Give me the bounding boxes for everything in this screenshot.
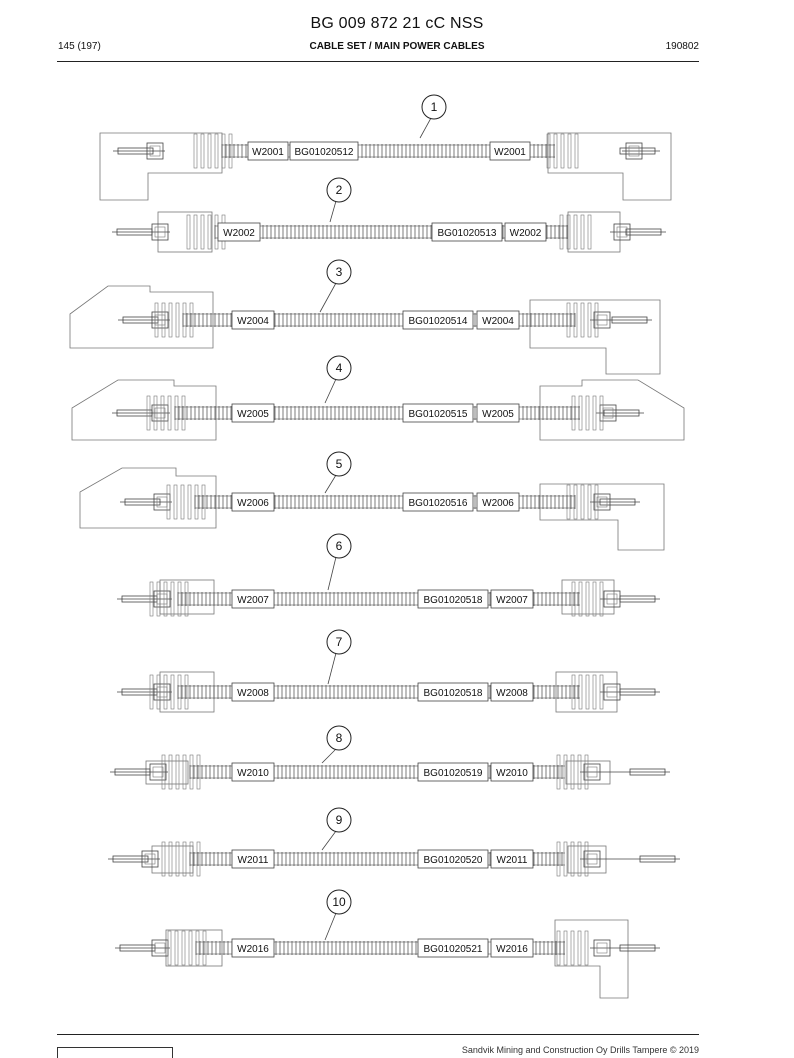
callout-leader [328,653,336,684]
wire-label-right: W2016 [496,944,528,955]
part-number-label: BG01020521 [423,944,483,955]
cable-assembly-6 [117,534,660,616]
wire-label-left: W2016 [237,944,269,955]
callout-number: 7 [335,635,343,649]
footer-rule [57,1034,699,1035]
callout-leader [320,283,336,312]
callout-number: 8 [335,731,343,745]
callout-number: 3 [335,265,343,279]
footer-copyright: Sandvik Mining and Construction Oy Drills Tampere © 2019 [461,1045,699,1055]
part-number-label: BG01020513 [437,228,497,239]
callout-leader [325,913,336,940]
wire-label-left: W2005 [237,409,269,420]
callout-number: 6 [335,539,343,553]
document-code: 190802 [665,41,699,52]
callout-leader [325,379,336,403]
wire-label-right: W2008 [496,688,528,699]
wire-label-left: W2006 [237,498,269,509]
section-title: CABLE SET / MAIN POWER CABLES [309,41,485,52]
wire-label-left: W2008 [237,688,269,699]
wire-label-left: W2007 [237,595,269,606]
wire-label-right: W2002 [509,228,542,239]
callout-leader [325,475,336,493]
cable-assembly-4 [72,356,684,440]
part-number-label: BG01020519 [423,768,483,779]
document-title: BG 009 872 21 cC NSS [310,15,484,32]
callout-number: 10 [332,895,346,909]
page-number: 145 (197) [58,41,101,52]
part-number-label: BG01020518 [423,595,483,606]
wire-label-right: W2001 [494,147,526,158]
callout-number: 9 [335,813,343,827]
callout-leader [322,749,336,763]
cable-assembly-7 [117,630,660,712]
callout-leader [420,118,431,138]
cable-assembly-5 [80,452,664,550]
part-number-label: BG01020512 [294,147,354,158]
callout-number: 2 [335,183,343,197]
cable-assembly-10 [115,890,660,998]
cable-assembly-8 [110,726,670,789]
cable-assembly-9 [108,808,680,876]
part-number-label: BG01020520 [423,855,483,866]
wire-label-right: W2011 [496,855,528,866]
part-number-label: BG01020515 [408,409,468,420]
wire-label-right: W2006 [482,498,514,509]
wire-label-left: W2011 [237,855,269,866]
cable-assembly-2 [112,178,666,252]
cable-assembly-1 [100,95,671,200]
callout-number: 1 [430,100,438,114]
wire-label-right: W2004 [482,316,514,327]
callout-leader [322,831,336,850]
wire-label-right: W2007 [496,595,528,606]
callout-number: 4 [335,361,343,375]
wire-label-left: W2004 [237,316,269,327]
callout-leader [330,201,336,222]
cable-assembly-3 [70,260,660,374]
part-number-label: BG01020514 [408,316,468,327]
callout-leader [328,557,336,590]
wire-label-left: W2001 [252,147,284,158]
wire-label-right: W2005 [482,409,514,420]
part-number-label: BG01020518 [423,688,483,699]
part-number-label: BG01020516 [408,498,468,509]
wire-label-left: W2002 [223,228,255,239]
wire-label-left: W2010 [237,768,269,779]
callout-number: 5 [335,457,343,471]
wire-label-right: W2010 [496,768,528,779]
